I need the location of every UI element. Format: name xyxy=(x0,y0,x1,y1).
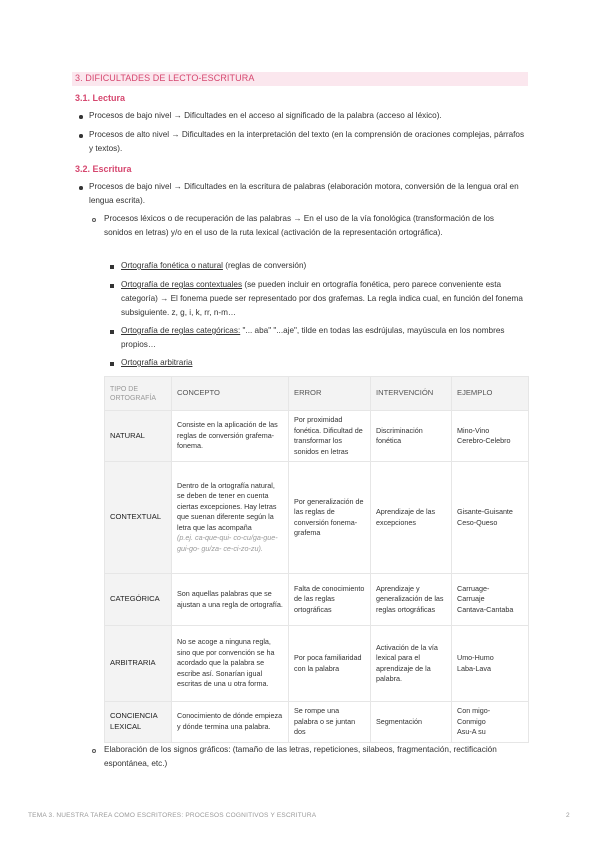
table-row xyxy=(105,462,529,574)
ortografia-table xyxy=(104,376,529,743)
concept-text: Dentro de la ortografía natural, se deben de tener en cuenta ciertas excepciones. Hay letras que suenan diferente según la letra que las acompaña xyxy=(177,480,277,532)
table-header-cell: CONCEPTO xyxy=(172,377,289,411)
page-number: 2 xyxy=(566,812,570,819)
table-header-cell: EJEMPLO xyxy=(452,377,529,411)
concept-example-note: (p.ej. ca-que-qui- co-cu/ga-gue- gui-go- gu/za- ce-ci-zo-zu). xyxy=(177,533,278,553)
bullet-square xyxy=(110,330,114,334)
table-header-row xyxy=(105,377,529,411)
table-row xyxy=(105,626,529,702)
table-cell-intervention: Aprendizaje y generalización de las reglas ortográficas xyxy=(371,574,452,626)
bullet-dot xyxy=(79,186,83,190)
table-cell-error: Por poca familiaridad con la palabra xyxy=(289,626,371,702)
table-header-cell: TIPO DE ORTOGRAFÍA xyxy=(105,377,172,411)
table-cell-example: Mino-Vino Cerebro-Celebro xyxy=(452,411,529,462)
table-header-cell: ERROR xyxy=(289,377,371,411)
lectura-item-1: Procesos de bajo nivel → Dificultades en el acceso al significado de la palabra (acceso al léxico). xyxy=(89,111,442,120)
type-item-contextual xyxy=(121,278,526,320)
table-cell-error: Por proximidad fonética. Dificultad de transformar los sonidos en letras xyxy=(289,411,371,462)
type-label-arbitraria: Ortografía arbitraria xyxy=(121,358,193,367)
bullet-ring xyxy=(92,749,96,753)
table-cell-concept: Consiste en la aplicación de las reglas de conversión grafema- fonema. xyxy=(172,411,289,462)
subsection-title-lectura: 3.1. Lectura xyxy=(75,93,126,103)
table-cell-intervention: Aprendizaje de las excepciones xyxy=(371,462,452,574)
escritura-sub-item-lexical: Procesos léxicos o de recuperación de las palabras → En el uso de la vía fonológica (transformación de los sonidos en letras) y/o en el uso de la ruta lexical (activación de la representación ortográfica). xyxy=(104,214,495,237)
lectura-item-2: Procesos de alto nivel → Dificultades en la interpretación del texto (en la comprensión de oraciones complejas, párrafos y textos). xyxy=(89,130,525,153)
table-cell-example: Con migo- Conmigo Asu-A su xyxy=(452,702,529,743)
section-title: 3. DIFICULTADES DE LECTO-ESCRITURA xyxy=(75,73,255,83)
type-rest-categorica: "... aba" "...aje", tilde en todas las esdrújulas, mayúscula en los nombres propios… xyxy=(121,326,505,349)
type-item-arbitraria xyxy=(121,356,526,370)
table-cell-type: CONTEXTUAL xyxy=(105,462,172,574)
table-cell-concept xyxy=(172,462,289,574)
type-label-categorica: Ortografía de reglas categóricas: xyxy=(121,326,241,335)
table-cell-example: Gisante-Guisante Ceso-Queso xyxy=(452,462,529,574)
table-row xyxy=(105,702,529,743)
table-cell-concept: Conocimiento de dónde empieza y dónde termina una palabra. xyxy=(172,702,289,743)
table-cell-type: CONCIENCIA LEXICAL xyxy=(105,702,172,743)
bullet-square xyxy=(110,265,114,269)
table-cell-intervention: Segmentación xyxy=(371,702,452,743)
table-cell-type: ARBITRARIA xyxy=(105,626,172,702)
table-row xyxy=(105,411,529,462)
type-item-natural xyxy=(121,259,526,273)
bullet-square xyxy=(110,362,114,366)
table-cell-error: Por generalización de las reglas de conversión fonema-grafema xyxy=(289,462,371,574)
table-cell-example: Carruage- Carruaje Cantava-Cantaba xyxy=(452,574,529,626)
bullet-ring xyxy=(92,218,96,222)
footer-text: TEMA 3. NUESTRA TAREA COMO ESCRITORES: PROCESOS COGNITIVOS Y ESCRITURA xyxy=(28,812,317,819)
table-cell-concept: Son aquellas palabras que se ajustan a una regla de ortografía. xyxy=(172,574,289,626)
table-cell-example: Umo-Humo Laba-Lava xyxy=(452,626,529,702)
table-cell-error: Falta de conocimiento de las reglas ortográficas xyxy=(289,574,371,626)
type-label-natural: Ortografía fonética o natural xyxy=(121,261,223,270)
table-cell-error: Se rompe una palabra o se juntan dos xyxy=(289,702,371,743)
subsection-title-escritura: 3.2. Escritura xyxy=(75,164,132,174)
table-header-cell: INTERVENCIÓN xyxy=(371,377,452,411)
bullet-square xyxy=(110,284,114,288)
escritura-item-1: Procesos de bajo nivel → Dificultades en la escritura de palabras (elaboración motora, conversión de la lengua oral en lengua escrita). xyxy=(89,182,519,205)
table-row xyxy=(105,574,529,626)
bullet-dot xyxy=(79,134,83,138)
table-cell-concept: No se acoge a ninguna regla, sino que por convención se ha acordado que la palabra se escribe así. Sonarían igual escritas de una u otra forma. xyxy=(172,626,289,702)
escritura-sub-item-graficos: Elaboración de los signos gráficos: (tamaño de las letras, repeticiones, silabeos, fragmentación, rectificación espontánea, etc.) xyxy=(104,745,497,768)
bullet-dot xyxy=(79,115,83,119)
table-cell-type: NATURAL xyxy=(105,411,172,462)
type-rest-contextual: (se pueden incluir en ortografía fonética, pero parece conveniente esta categoría) → El fonema puede ser representado por dos grafemas. La regla indica cual, en función del fonema subsiguiente. z, g, i, k, rr, n-m… xyxy=(121,280,523,317)
table-cell-intervention: Discriminación fonética xyxy=(371,411,452,462)
type-label-contextual: Ortografía de reglas contextuales xyxy=(121,280,243,289)
table-cell-type: CATEGÓRICA xyxy=(105,574,172,626)
type-rest-natural: (reglas de conversión) xyxy=(222,261,307,270)
type-item-categorica xyxy=(121,324,526,352)
table-cell-intervention: Activación de la vía lexical para el aprendizaje de la palabra. xyxy=(371,626,452,702)
